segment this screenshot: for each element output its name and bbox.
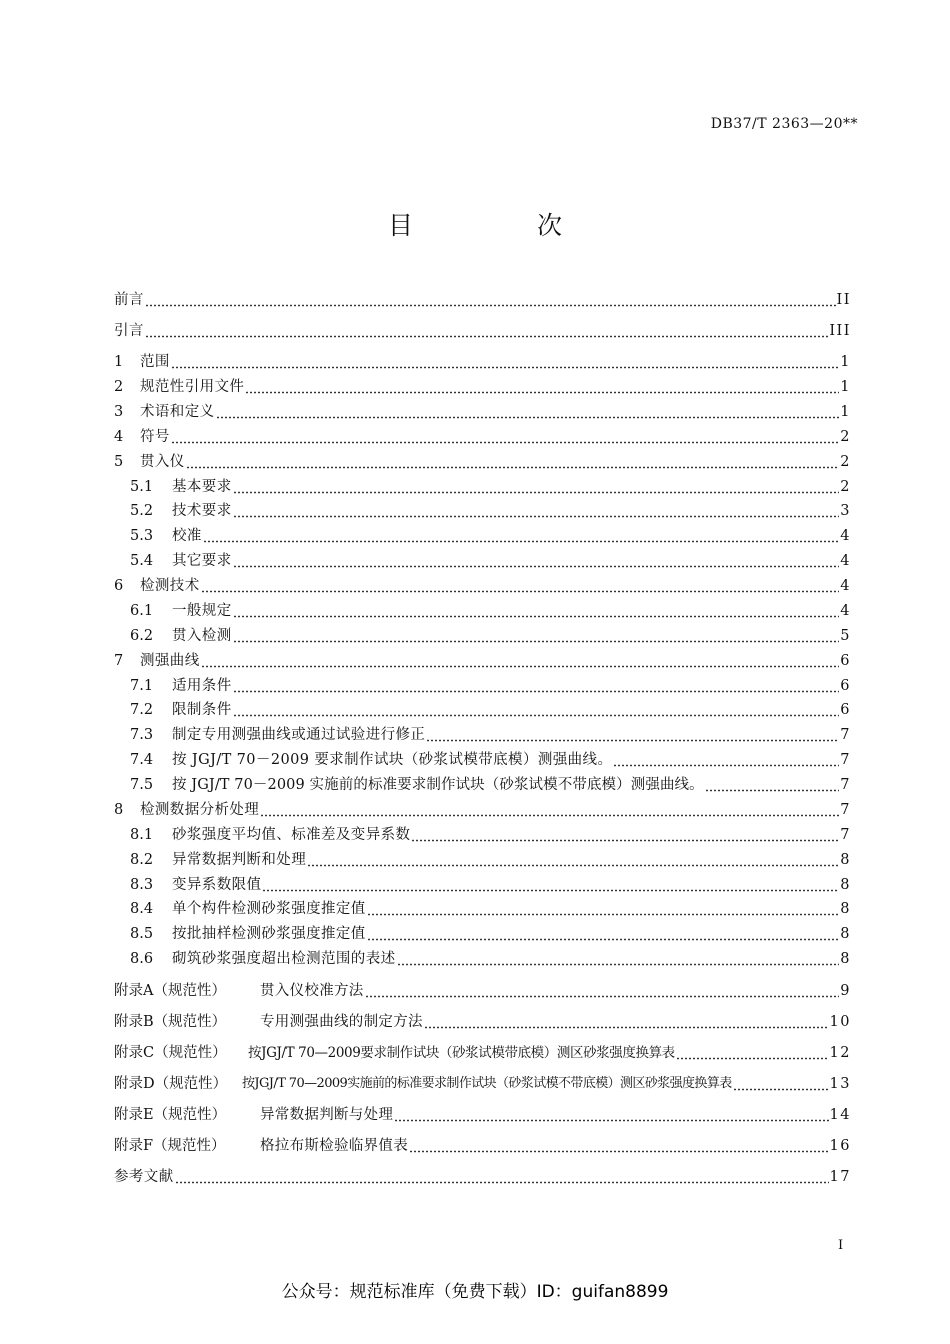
toc-row[interactable] <box>130 747 851 769</box>
page-number: I <box>838 1238 844 1253</box>
toc-label: 砂浆强度平均值、标准差及变异系数 <box>172 827 411 843</box>
toc-row-appendix[interactable] <box>114 1071 851 1093</box>
toc-num: 8.2 <box>130 852 154 868</box>
leader-dots <box>233 552 840 570</box>
toc-num: 8 <box>114 802 124 818</box>
toc-row[interactable] <box>114 573 851 595</box>
toc-label: 检测数据分析处理 <box>140 802 260 818</box>
toc-num: 5 <box>114 454 124 470</box>
toc-label: 校准 <box>172 528 202 544</box>
toc-row[interactable] <box>130 896 851 918</box>
toc-row[interactable] <box>130 772 851 794</box>
toc-row[interactable] <box>130 474 851 496</box>
leader-dots <box>175 1168 829 1186</box>
toc-num: 8.5 <box>130 926 154 942</box>
toc-label: 规范性引用文件 <box>140 379 245 395</box>
toc-page: 4 <box>840 528 851 544</box>
leader-dots <box>233 478 840 496</box>
toc-num: 5.1 <box>130 479 154 495</box>
toc-page: 2 <box>840 454 851 470</box>
toc-row[interactable] <box>114 1164 851 1186</box>
leader-dots <box>262 876 839 894</box>
toc-row[interactable] <box>130 697 851 719</box>
toc-num: 8.1 <box>130 827 154 843</box>
toc-label: 贯入检测 <box>172 628 232 644</box>
toc-row[interactable] <box>130 623 851 645</box>
toc-num: 1 <box>114 354 124 370</box>
appendix-head: 附录C（规范性） <box>114 1045 227 1061</box>
leader-dots <box>705 776 840 794</box>
toc-page: 4 <box>840 553 851 569</box>
toc-num: 5.4 <box>130 553 154 569</box>
toc-page: 10 <box>829 1014 851 1030</box>
toc-page: 3 <box>840 503 851 519</box>
toc-row[interactable] <box>114 648 851 670</box>
toc-page: 7 <box>840 727 851 743</box>
leader-dots <box>201 652 840 670</box>
leader-dots <box>171 428 839 446</box>
toc-row[interactable] <box>114 399 851 421</box>
toc-label: 砌筑砂浆强度超出检测范围的表述 <box>172 951 396 967</box>
toc-num: 6.1 <box>130 603 154 619</box>
toc-label: 专用测强曲线的制定方法 <box>260 1014 423 1030</box>
toc-label: 按 JGJ/T 70－2009 实施前的标准要求制作试块（砂浆试模不带底模）测强曲线。 <box>172 777 704 793</box>
toc-label: 适用条件 <box>172 678 232 694</box>
toc-page: 6 <box>840 678 851 694</box>
toc-page: 1 <box>840 404 851 420</box>
toc-label: 基本要求 <box>172 479 232 495</box>
toc-label: 技术要求 <box>172 503 232 519</box>
toc-label: 按JGJ/T 70—2009实施前的标准要求制作试块（砂浆试模不带底模）测区砂浆强度换算表 <box>242 1076 732 1091</box>
leader-dots <box>426 726 839 744</box>
toc-row[interactable] <box>114 287 851 309</box>
toc-label: 术语和定义 <box>140 404 215 420</box>
toc-label: 制定专用测强曲线或通过试验进行修正 <box>172 727 426 743</box>
leader-dots <box>409 1137 829 1155</box>
toc-page: 6 <box>840 653 851 669</box>
toc-row[interactable] <box>130 598 851 620</box>
toc-page: 4 <box>840 578 851 594</box>
leader-dots <box>397 950 840 968</box>
toc-num: 5.3 <box>130 528 154 544</box>
toc-row-appendix[interactable] <box>114 1040 851 1062</box>
toc-label: 符号 <box>140 429 170 445</box>
leader-dots <box>367 925 840 943</box>
leader-dots <box>367 900 840 918</box>
leader-dots <box>260 801 839 819</box>
leader-dots <box>365 982 840 1000</box>
toc-num: 7.5 <box>130 777 154 793</box>
leader-dots <box>203 527 839 545</box>
leader-dots <box>411 826 839 844</box>
toc-num: 3 <box>114 404 124 420</box>
toc-label: 变异系数限值 <box>172 877 262 893</box>
leader-dots <box>733 1075 829 1093</box>
toc-row[interactable] <box>130 847 851 869</box>
leader-dots <box>216 403 840 421</box>
toc-label: 前言 <box>114 292 144 308</box>
toc-label: 其它要求 <box>172 553 232 569</box>
leader-dots <box>613 751 839 769</box>
toc-page: 8 <box>840 951 851 967</box>
toc-label: 限制条件 <box>172 702 232 718</box>
toc-num: 7 <box>114 653 124 669</box>
toc-num: 8.3 <box>130 877 154 893</box>
leader-dots <box>201 577 840 595</box>
toc-row-appendix[interactable] <box>114 978 851 1000</box>
appendix-head: 附录E（规范性） <box>114 1107 227 1123</box>
toc-row[interactable] <box>130 946 851 968</box>
toc-row[interactable] <box>130 673 851 695</box>
toc-num: 7.2 <box>130 702 154 718</box>
appendix-head: 附录D（规范性） <box>114 1076 228 1092</box>
toc-row-appendix[interactable] <box>114 1133 851 1155</box>
toc-page: 2 <box>840 429 851 445</box>
toc-label: 贯入仪 <box>140 454 185 470</box>
toc-row[interactable] <box>130 822 851 844</box>
toc-page: 8 <box>840 852 851 868</box>
toc-num: 4 <box>114 429 124 445</box>
toc-row[interactable] <box>114 797 851 819</box>
toc-page: 17 <box>829 1169 851 1185</box>
toc-row-appendix[interactable] <box>114 1009 851 1031</box>
toc-page: 7 <box>840 752 851 768</box>
toc-num: 8.4 <box>130 901 154 917</box>
appendix-head: 附录A（规范性） <box>114 983 226 999</box>
toc-page: 9 <box>840 983 851 999</box>
toc-page: 7 <box>840 827 851 843</box>
leader-dots <box>676 1044 829 1062</box>
leader-dots <box>245 378 839 396</box>
toc-num: 6 <box>114 578 124 594</box>
toc-num: 6.2 <box>130 628 154 644</box>
leader-dots <box>307 851 839 869</box>
toc-num: 7.3 <box>130 727 154 743</box>
toc-num: 7.4 <box>130 752 154 768</box>
toc-page: 4 <box>840 603 851 619</box>
toc-page: 8 <box>840 901 851 917</box>
toc-row[interactable] <box>130 548 851 570</box>
toc-num: 2 <box>114 379 124 395</box>
toc-label: 单个构件检测砂浆强度推定值 <box>172 901 366 917</box>
toc-label: 异常数据判断与处理 <box>260 1107 394 1123</box>
toc-row[interactable] <box>130 921 851 943</box>
toc-num: 8.6 <box>130 951 154 967</box>
leader-dots <box>233 701 840 719</box>
leader-dots <box>171 353 839 371</box>
leader-dots <box>186 453 840 471</box>
leader-dots <box>233 502 840 520</box>
toc-label: 引言 <box>114 323 144 339</box>
toc-label: 按JGJ/T 70—2009要求制作试块（砂浆试模带底模）测区砂浆强度换算表 <box>248 1045 675 1061</box>
toc-num: 5.2 <box>130 503 154 519</box>
toc-page: 7 <box>840 777 851 793</box>
toc-row[interactable] <box>114 449 851 471</box>
toc-row[interactable] <box>130 523 851 545</box>
toc-label: 异常数据判断和处理 <box>172 852 307 868</box>
toc-label: 测强曲线 <box>140 653 200 669</box>
toc-page: 14 <box>829 1107 851 1123</box>
toc-label: 按批抽样检测砂浆强度推定值 <box>172 926 366 942</box>
footer-watermark-text: 公众号：规范标准库（免费下载）ID：guifan8899 <box>281 1282 669 1302</box>
appendix-head: 附录F（规范性） <box>114 1138 226 1154</box>
leader-dots <box>424 1013 829 1031</box>
toc-title: 目 次 <box>388 211 620 240</box>
leader-dots <box>394 1106 828 1124</box>
toc-row[interactable] <box>114 318 851 340</box>
toc-row[interactable] <box>130 722 851 744</box>
toc-page: 1 <box>840 379 851 395</box>
toc-page: 8 <box>840 926 851 942</box>
toc-page: III <box>829 323 851 339</box>
toc-page: 2 <box>840 479 851 495</box>
toc-page: 5 <box>840 628 851 644</box>
doc-code: DB37/T 2363—20** <box>710 116 858 132</box>
leader-dots <box>233 602 840 620</box>
leader-dots <box>233 677 840 695</box>
toc-page: 6 <box>840 702 851 718</box>
toc-page: 7 <box>840 802 851 818</box>
toc-row[interactable] <box>114 349 851 371</box>
toc-row[interactable] <box>130 498 851 520</box>
toc-num: 7.1 <box>130 678 154 694</box>
leader-dots <box>145 291 836 309</box>
toc-label: 贯入仪校准方法 <box>260 983 364 999</box>
toc-label: 格拉布斯检验临界值表 <box>260 1138 408 1154</box>
leader-dots <box>233 627 840 645</box>
toc-page: 8 <box>840 877 851 893</box>
toc-page: 12 <box>829 1045 851 1061</box>
toc-row[interactable] <box>114 374 851 396</box>
toc-page: 1 <box>840 354 851 370</box>
toc-row-appendix[interactable] <box>114 1102 851 1124</box>
toc-page: II <box>836 292 851 308</box>
toc-label: 一般规定 <box>172 603 232 619</box>
toc-label: 范围 <box>140 354 170 370</box>
appendix-head: 附录B（规范性） <box>114 1014 227 1030</box>
toc-row[interactable] <box>130 872 851 894</box>
toc-label: 检测技术 <box>140 578 200 594</box>
toc-row[interactable] <box>114 424 851 446</box>
toc-label: 参考文献 <box>114 1169 174 1185</box>
leader-dots <box>145 322 829 340</box>
toc-page: 13 <box>829 1076 851 1092</box>
toc-label: 按 JGJ/T 70－2009 要求制作试块（砂浆试模带底模）测强曲线。 <box>172 752 613 768</box>
toc-page: 16 <box>829 1138 851 1154</box>
